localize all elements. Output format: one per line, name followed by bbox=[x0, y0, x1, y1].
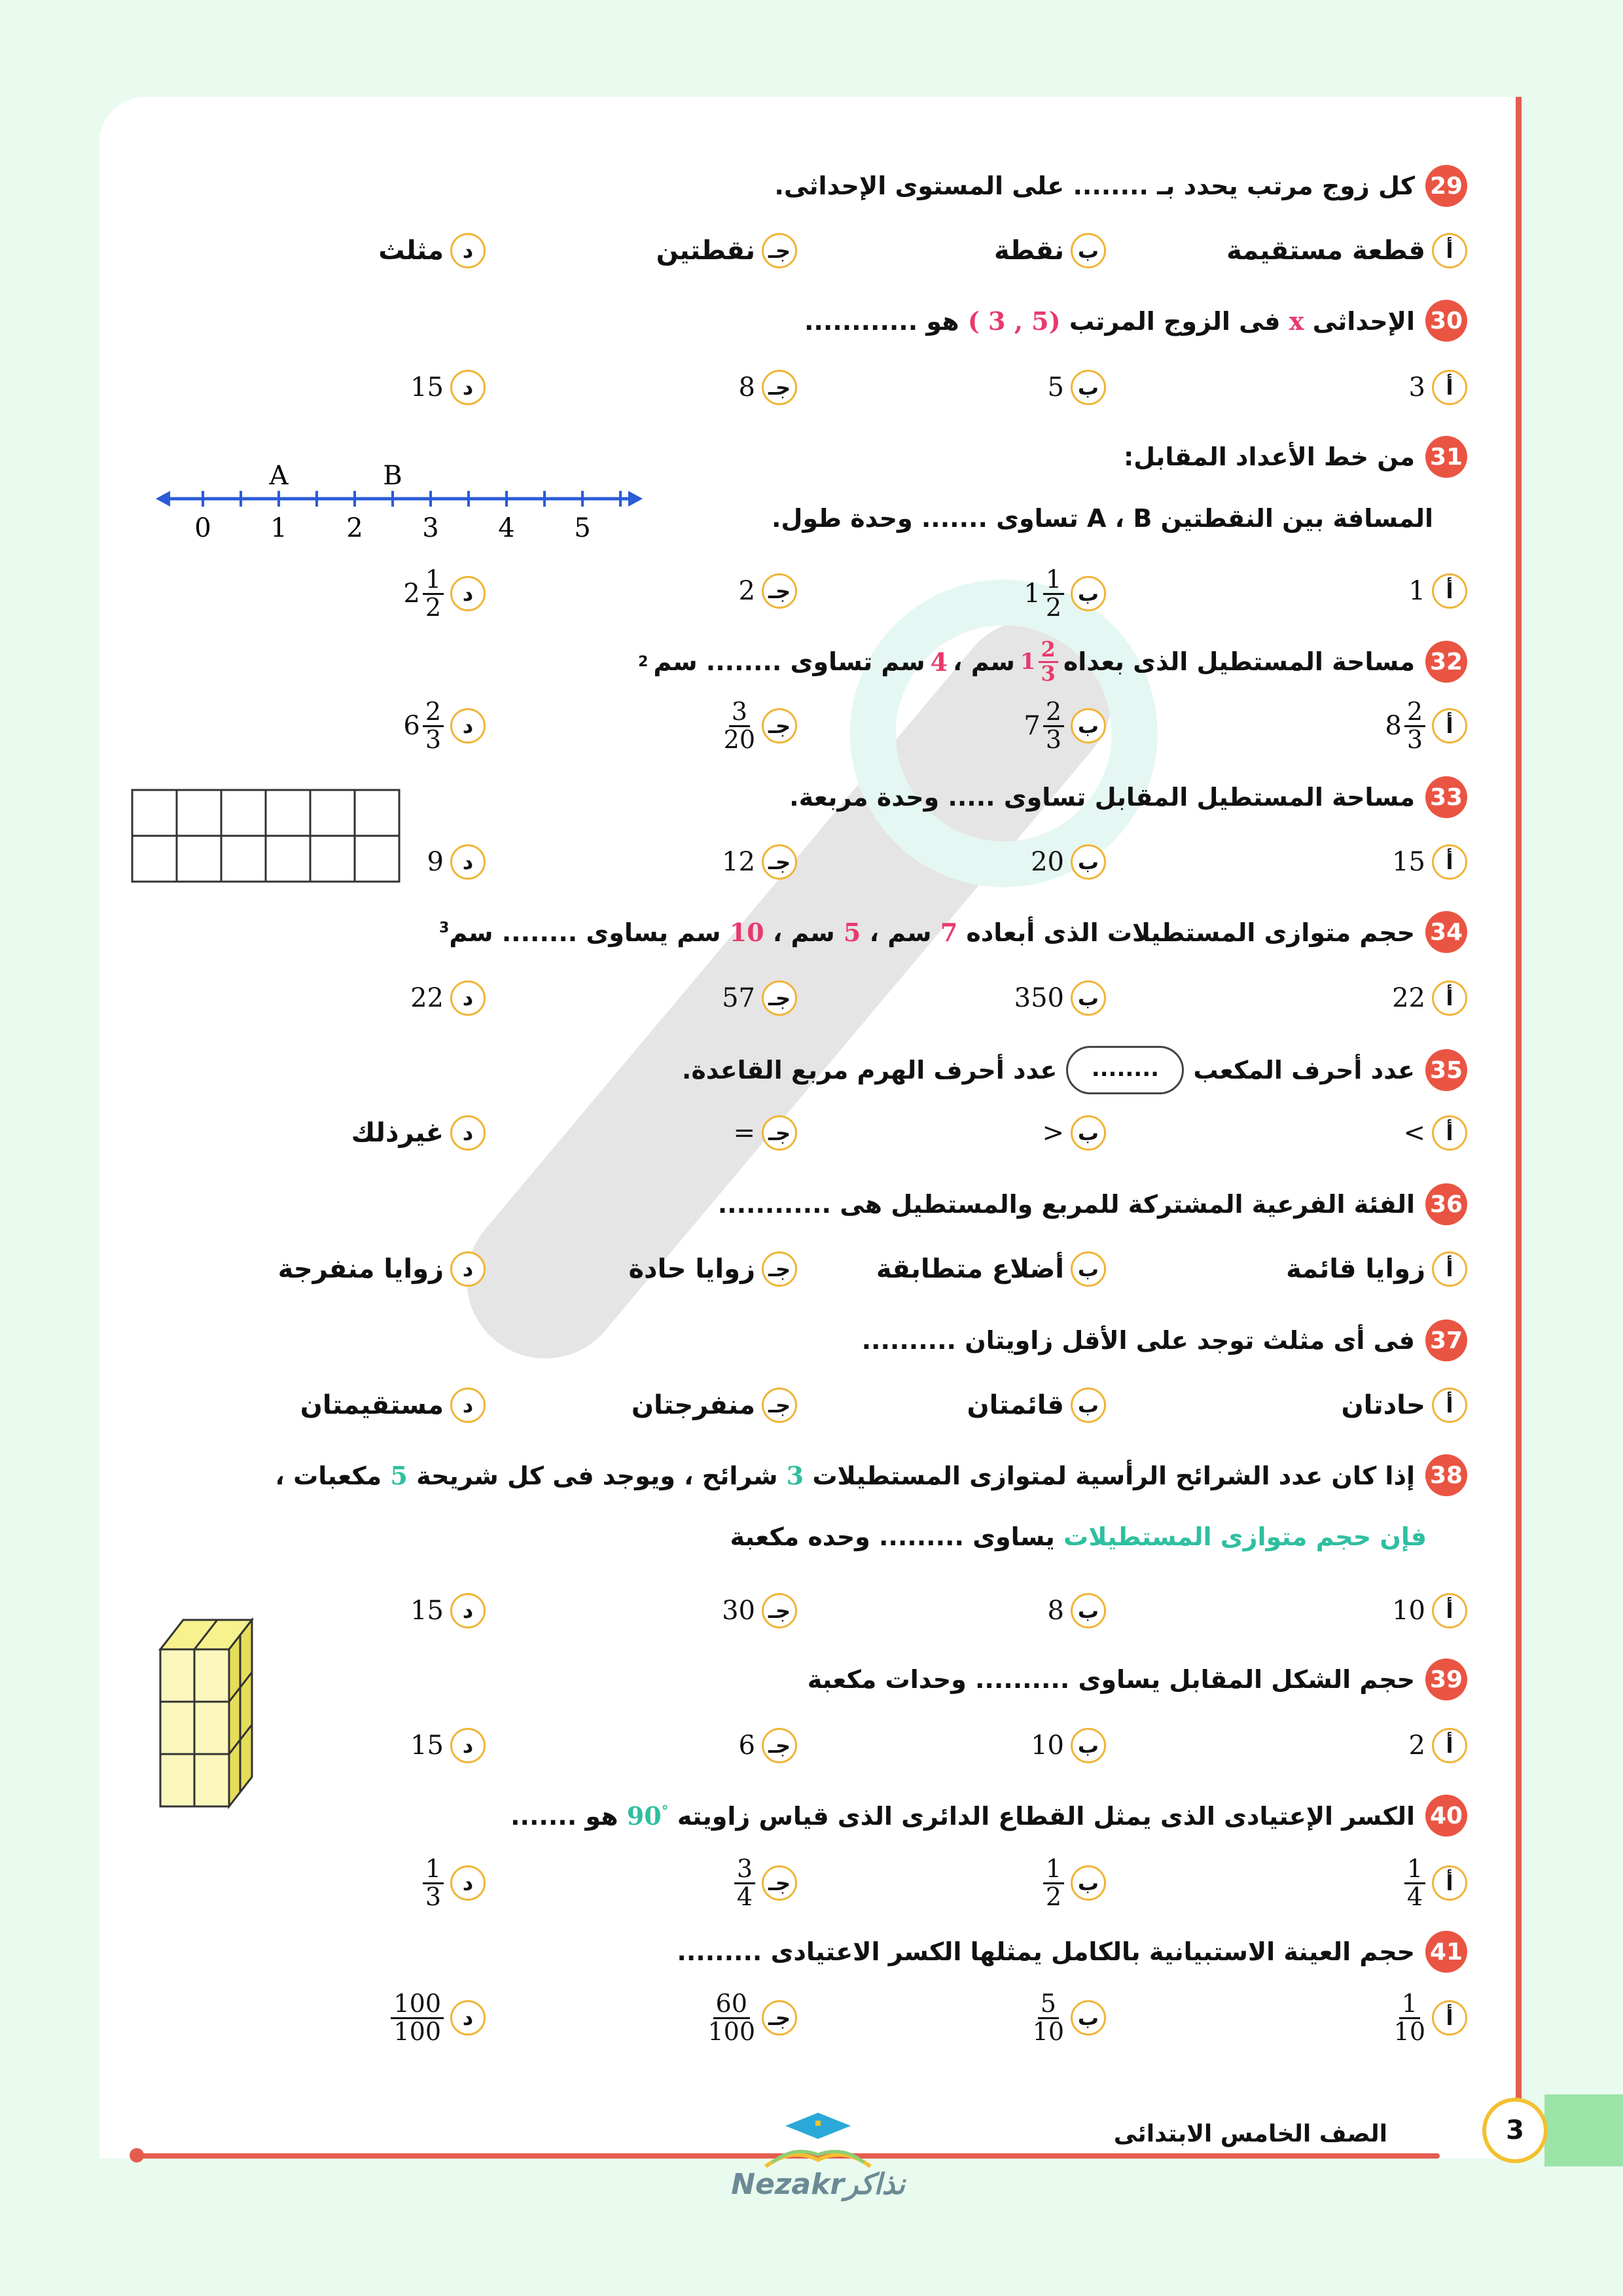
question-37 bbox=[862, 1319, 1467, 1361]
question-number: 39 bbox=[1425, 1659, 1467, 1700]
grid-cell bbox=[310, 790, 355, 836]
option-b[interactable]: ب أضلاع متطابقة bbox=[876, 1251, 1106, 1287]
question-text: حجم العينة الاستبيانية بالكامل يمثلها الكسر الاعتيادى ......... bbox=[677, 1937, 1415, 1966]
option-c[interactable]: جـ 12 bbox=[722, 844, 797, 880]
graduate-book-icon bbox=[720, 2108, 916, 2173]
option-a[interactable]: أ 15 bbox=[1392, 844, 1467, 880]
question-text: الإحداثى x فى الزوج المرتب ( 3 , 5) هو ............ bbox=[804, 306, 1415, 336]
option-c[interactable]: جـ 2 bbox=[739, 573, 797, 609]
question-number: 32 bbox=[1425, 641, 1467, 683]
question-text: كل زوج مرتب يحدد بـ ........ على المستوى الإحداثى. bbox=[774, 171, 1415, 200]
grid-cell bbox=[355, 836, 399, 882]
question-number: 36 bbox=[1425, 1183, 1467, 1225]
question-34 bbox=[439, 911, 1467, 953]
option-a[interactable]: أ حادتان bbox=[1341, 1388, 1467, 1423]
page-tab bbox=[1544, 2094, 1623, 2166]
grid-cell bbox=[221, 790, 266, 836]
question-33 bbox=[789, 776, 1467, 818]
option-c[interactable]: جـ $\frac{3}{4}$ bbox=[734, 1856, 797, 1910]
option-d[interactable]: د 15 bbox=[410, 1728, 486, 1763]
point-a-label: A bbox=[269, 461, 289, 491]
option-d[interactable]: د مستقيمتان bbox=[300, 1388, 486, 1423]
question-text: إذا كان عدد الشرائح الرأسية لمتوازى المستطيلات 3 شرائح ، ويوجد فى كل شريحة 5 مكعبات ، bbox=[275, 1460, 1415, 1490]
option-b[interactable]: ب $\frac{5}{10}$ bbox=[1033, 1991, 1106, 2045]
brand-logo-text: Nezakrنذاكر bbox=[731, 2168, 905, 2201]
option-d[interactable]: د 15 bbox=[410, 1593, 486, 1628]
question-29 bbox=[774, 165, 1467, 207]
option-a[interactable]: أ 8 $\frac{2}{3}$ bbox=[1385, 699, 1467, 753]
grid-cell bbox=[177, 790, 221, 836]
question-text: من خط الأعداد المقابل: bbox=[1123, 442, 1415, 471]
option-a[interactable]: أ $\frac{1}{4}$ bbox=[1404, 1856, 1467, 1910]
option-b[interactable]: ب < bbox=[1042, 1115, 1106, 1151]
option-c[interactable]: جـ = bbox=[733, 1115, 797, 1151]
question-number: 41 bbox=[1425, 1931, 1467, 1973]
question-number: 33 bbox=[1425, 776, 1467, 818]
number-line-label: 4 bbox=[498, 513, 515, 543]
option-b[interactable]: ب $\frac{1}{2}$ bbox=[1043, 1856, 1106, 1910]
option-b[interactable]: ب 10 bbox=[1031, 1728, 1106, 1763]
question-number: 31 bbox=[1425, 436, 1467, 478]
right-border bbox=[1516, 97, 1522, 2159]
question-number: 40 bbox=[1425, 1795, 1467, 1837]
option-d[interactable]: د $\frac{1}{3}$ bbox=[423, 1856, 486, 1910]
question-38 bbox=[275, 1454, 1467, 1496]
question-text: مساحة المستطيل المقابل تساوى ..... وحدة مربعة. bbox=[789, 783, 1415, 812]
question-number: 38 bbox=[1425, 1454, 1467, 1496]
grid-cell bbox=[132, 836, 177, 882]
option-d[interactable]: د $\frac{100}{100}$ bbox=[391, 1991, 486, 2045]
question-30 bbox=[804, 300, 1467, 342]
question-text: حجم متوازى المستطيلات الذى أبعاده 7 سم ، 5 سم ، 10 سم يساوى ........ سم$^3$ bbox=[439, 917, 1415, 947]
option-c[interactable]: جـ منفرجتان bbox=[632, 1388, 797, 1423]
question-number: 34 bbox=[1425, 911, 1467, 953]
option-d[interactable]: د 2 $\frac{1}{2}$ bbox=[403, 567, 486, 621]
option-b[interactable]: ب قائمتان bbox=[967, 1388, 1106, 1423]
option-d[interactable]: د زوايا منفرجة bbox=[278, 1251, 486, 1287]
option-a[interactable]: أ 1 bbox=[1409, 573, 1467, 609]
question-number: 37 bbox=[1425, 1319, 1467, 1361]
option-a[interactable]: أ > bbox=[1403, 1115, 1467, 1151]
option-b[interactable]: ب 7 $\frac{2}{3}$ bbox=[1024, 699, 1106, 753]
rectangle-grid bbox=[131, 789, 403, 884]
brand-logo bbox=[720, 2108, 916, 2206]
question-31-subtext: المسافة بين النقطتين A ، B تساوى ....... وحدة طول. bbox=[771, 504, 1433, 533]
question-text: الفئة الفرعية المشتركة للمربع والمستطيل هى ............ bbox=[717, 1190, 1415, 1219]
option-d[interactable]: د 15 bbox=[410, 370, 486, 405]
question-text: عدد أحرف المكعب ........ عدد أحرف الهرم مربع القاعدة. bbox=[682, 1046, 1415, 1094]
option-a[interactable]: أ $\frac{1}{10}$ bbox=[1394, 1991, 1467, 2045]
question-number: 29 bbox=[1425, 165, 1467, 207]
option-a[interactable]: أ زوايا قائمة bbox=[1286, 1251, 1467, 1287]
option-d[interactable]: د مثلث bbox=[378, 233, 486, 268]
option-c[interactable]: جـ $\frac{3}{20}$ bbox=[721, 699, 797, 753]
question-32 bbox=[638, 639, 1467, 685]
grid-cell bbox=[266, 836, 310, 882]
option-b[interactable]: ب 5 bbox=[1048, 370, 1106, 405]
option-d[interactable]: د 9 bbox=[427, 844, 486, 880]
option-d[interactable]: د 6 $\frac{2}{3}$ bbox=[403, 699, 486, 753]
number-line-label: 1 bbox=[270, 513, 287, 543]
question-36 bbox=[718, 1183, 1467, 1225]
option-c[interactable]: جـ نقطتين bbox=[656, 233, 797, 268]
answer-blank[interactable]: ........ bbox=[1066, 1046, 1184, 1094]
option-c[interactable]: جـ $\frac{60}{100}$ bbox=[707, 1991, 797, 2045]
option-c[interactable]: جـ 8 bbox=[739, 370, 797, 405]
option-c[interactable]: جـ 30 bbox=[722, 1593, 797, 1628]
number-line-label: 5 bbox=[574, 513, 591, 543]
option-c[interactable]: جـ 6 bbox=[739, 1728, 797, 1763]
number-line-label: 3 bbox=[422, 513, 439, 543]
question-41 bbox=[677, 1931, 1467, 1973]
question-text: الكسر الإعتيادى الذى يمثل القطاع الدائرى الذى قياس زاويته 90° هو ....... bbox=[510, 1801, 1415, 1831]
cube-stack-figure bbox=[157, 1610, 262, 1839]
option-b[interactable]: ب 20 bbox=[1031, 844, 1106, 880]
grid-cell bbox=[355, 790, 399, 836]
question-40 bbox=[510, 1795, 1467, 1837]
option-a[interactable]: أ 22 bbox=[1392, 980, 1467, 1016]
option-c[interactable]: جـ 57 bbox=[722, 980, 797, 1016]
grid-cell bbox=[177, 836, 221, 882]
number-line-label: 0 bbox=[194, 513, 211, 543]
option-d[interactable]: د 22 bbox=[410, 980, 486, 1016]
option-a[interactable]: أ 2 bbox=[1409, 1728, 1467, 1763]
option-c[interactable]: جـ زوايا حادة bbox=[628, 1251, 797, 1287]
bottom-border-dot bbox=[130, 2148, 144, 2162]
question-number: 35 bbox=[1425, 1049, 1467, 1091]
page-number: 3 bbox=[1482, 2098, 1548, 2163]
question-text: حجم الشكل المقابل يساوى .......... وحدات مكعبة bbox=[807, 1665, 1415, 1694]
question-39 bbox=[808, 1659, 1467, 1700]
question-31 bbox=[1124, 436, 1467, 478]
grid-cell bbox=[266, 790, 310, 836]
option-a[interactable]: أ قطعة مستقيمة bbox=[1226, 233, 1467, 268]
grade-label: الصف الخامس الابتدائى bbox=[1113, 2121, 1387, 2147]
option-b[interactable]: ب نقطة bbox=[994, 233, 1106, 268]
option-b[interactable]: ب 350 bbox=[1014, 980, 1106, 1016]
question-text: مساحة المستطيل الذى بعداه 1 $\frac{2}{3}$ سم ، 4 سم تساوى ........ سم 2 bbox=[638, 637, 1415, 686]
grid-cell bbox=[310, 836, 355, 882]
option-d[interactable]: د غيرذلك bbox=[351, 1115, 486, 1151]
question-number: 30 bbox=[1425, 300, 1467, 342]
option-a[interactable]: أ 10 bbox=[1392, 1593, 1467, 1628]
option-b[interactable]: ب 8 bbox=[1048, 1593, 1106, 1628]
question-text: فى أى مثلث توجد على الأقل زاويتان .......... bbox=[861, 1326, 1415, 1355]
question-35 bbox=[682, 1046, 1467, 1094]
option-a[interactable]: أ 3 bbox=[1409, 370, 1467, 405]
number-line-label: 2 bbox=[346, 513, 363, 543]
grid-cell bbox=[132, 790, 177, 836]
number-line bbox=[151, 452, 648, 550]
question-38-subtext: فإن حجم متوازى المستطيلات يساوى ......... وحده مكعبة bbox=[730, 1522, 1427, 1551]
option-b[interactable]: ب 1 $\frac{1}{2}$ bbox=[1024, 567, 1106, 621]
grid-cell bbox=[221, 836, 266, 882]
point-b-label: B bbox=[383, 461, 402, 491]
